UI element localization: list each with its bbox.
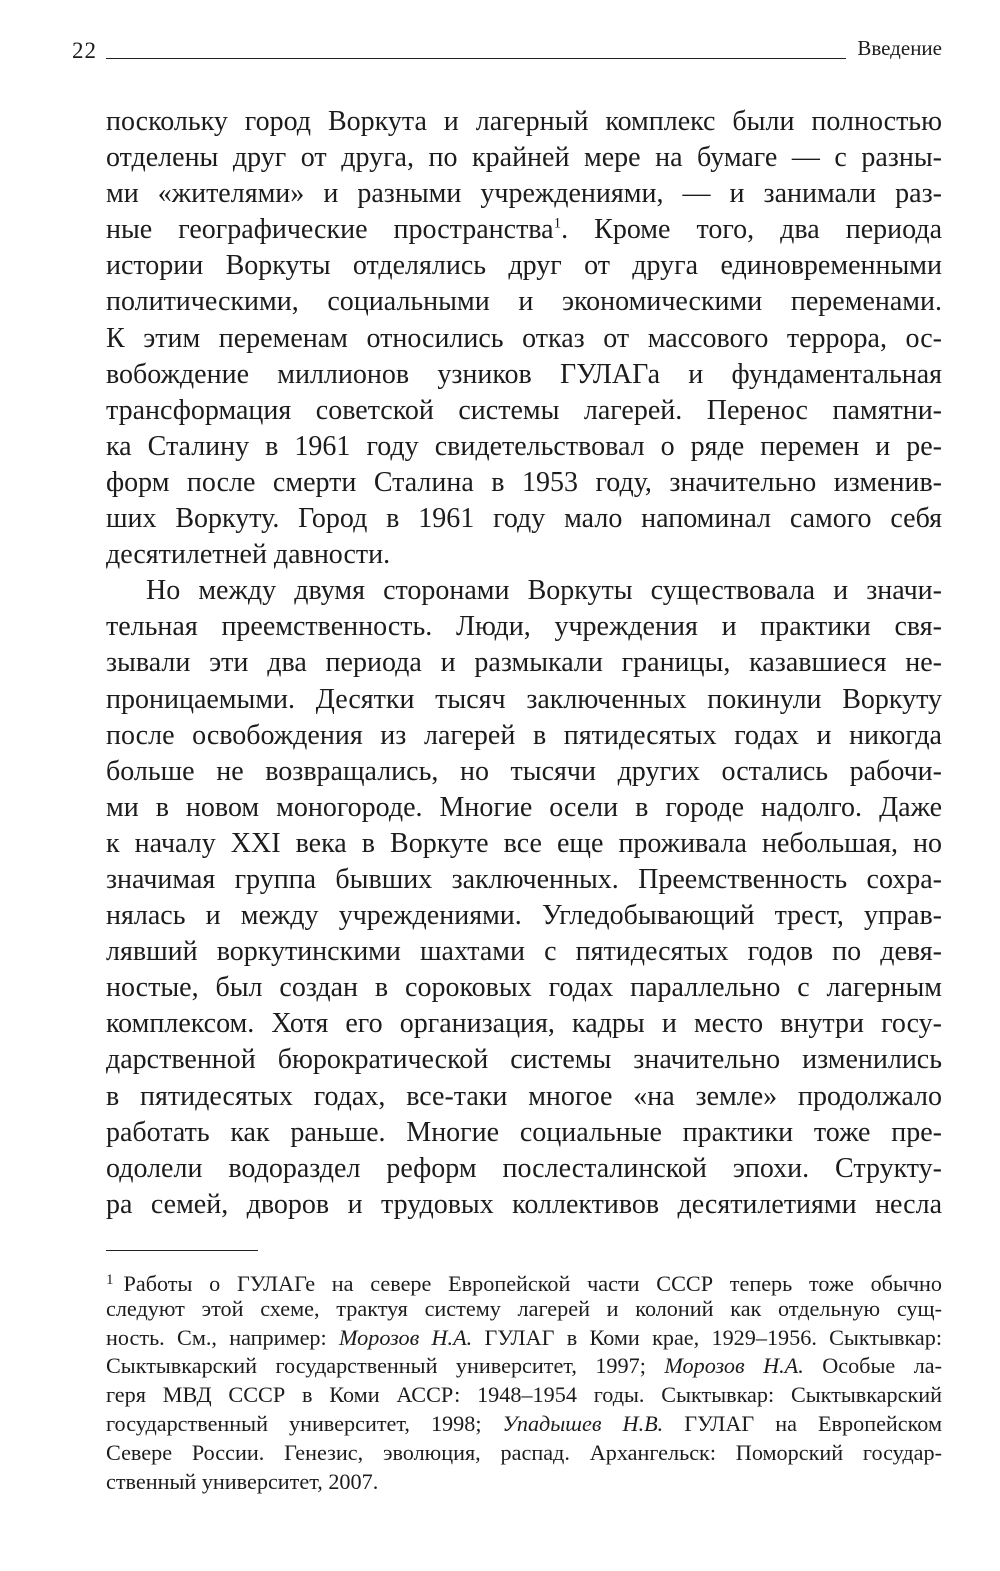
header-rule (106, 58, 846, 59)
text-line: в пятидесятых годах, все-таки многое «на земле» продолжало (106, 1080, 942, 1112)
text-fragment: ГУЛАГ на Европейском (663, 1410, 942, 1436)
text-fragment: Сыктывкарский государственный университет, 1997; (106, 1353, 665, 1379)
text-line (106, 212, 942, 248)
text-line: ка Сталину в 1961 году свидетельствовал о ряде перемен и ре- (106, 430, 942, 462)
text-line: дарственной бюрократической системы значительно изменились (106, 1044, 942, 1076)
text-line: работать как раньше. Многие социальные практики тоже пре- (106, 1116, 942, 1148)
text-line: форм после смерти Сталина в 1953 году, значительно изменив- (106, 466, 942, 498)
text-line: ми «жителями» и разными учреждениями, — и занимали раз- (106, 178, 942, 210)
footnote-line (106, 1266, 942, 1295)
text-line: ра семей, дворов и трудовых коллективов десятилетиями несла (106, 1188, 942, 1220)
footnote-line: Севере России. Генезис, эволюция, распад. Архангельск: Поморский государ- (106, 1439, 942, 1465)
author-name: Морозов Н.А. (664, 1353, 804, 1379)
text-line: больше не возвращались, но тысячи других остались рабочи- (106, 755, 942, 787)
footnote-line: следуют этой схеме, трактуя систему лагерей и колоний как отдельную сущ- (106, 1295, 942, 1321)
text-fragment: ГУЛАГ в Коми крае, 1929–1956. Сыктывкар: (472, 1324, 942, 1350)
section-title: Введение (857, 36, 942, 60)
text-line: тельная преемственность. Люди, учреждения и практики свя- (106, 611, 942, 643)
text-line: комплексом. Хотя его организация, кадры и место внутри госу- (106, 1008, 942, 1040)
text-fragment: ность. См., например: (106, 1324, 339, 1350)
text-line: значимая группа бывших заключенных. Преемственность сохра- (106, 863, 942, 895)
text-line: отделены друг от друга, по крайней мере на бумаге — с разны- (106, 142, 942, 174)
footnote (106, 1266, 942, 1496)
text-line: вобождение миллионов узников ГУЛАГа и фундаментальная (106, 358, 942, 390)
footnote-mark: 1 (106, 1272, 114, 1288)
author-name: Морозов Н.А. (338, 1324, 473, 1350)
text-fragment: . Кроме того, два периода (561, 214, 943, 246)
text-line: истории Воркуты отделялись друг от друга единовременными (106, 250, 942, 282)
footnote-reference[interactable]: 1 (553, 215, 562, 232)
text-line: после освобождения из лагерей в пятидесятых годах и никогда (106, 719, 942, 751)
footnote-line (106, 1352, 942, 1381)
text-line: ностые, был создан в сороковых годах параллельно с лагерным (106, 972, 942, 1004)
text-line: политическими, социальными и экономическими переменами. (106, 286, 942, 318)
text-line: поскольку город Воркута и лагерный комплекс были полностью (106, 106, 942, 137)
text-fragment: Работы о ГУЛАГе на севере Европейской части СССР теперь тоже обычно (123, 1271, 942, 1296)
text-line: Но между двумя сторонами Воркуты существовала и значи- (146, 575, 942, 607)
text-fragment: ные географические пространства (106, 214, 554, 246)
page-number: 22 (72, 38, 97, 63)
text-line: нялась и между учреждениями. Угледобывающий трест, управ- (106, 900, 942, 932)
text-line: лявший воркутинскими шахтами с пятидесятых годов по девя- (106, 936, 942, 968)
text-line: одолели водораздел реформ послесталинской эпохи. Структу- (106, 1152, 942, 1184)
footnote-line (106, 1324, 942, 1353)
footnote-line (106, 1410, 942, 1439)
text-line: трансформация советской системы лагерей. Перенос памятни- (106, 394, 942, 426)
text-line: ших Воркуту. Город в 1961 году мало напоминал самого себя (106, 503, 942, 535)
running-header (72, 36, 942, 64)
footnote-line: геря МВД СССР в Коми АССР: 1948–1954 годы. Сыктывкар: Сыктывкарский (106, 1382, 942, 1408)
text-line: К этим переменам относились отказ от массового террора, ос- (106, 322, 942, 354)
author-name: Упадышев Н.В. (502, 1410, 664, 1436)
main-text (106, 104, 942, 1223)
text-line: к началу XXI века в Воркуте все еще проживала небольшая, но (106, 827, 942, 859)
footnote-line: ственный университет, 2007. (106, 1468, 379, 1494)
text-fragment: государственный университет, 1998; (106, 1410, 503, 1436)
text-line: проницаемыми. Десятки тысяч заключенных покинули Воркуту (106, 683, 942, 715)
text-line: зывали эти два периода и размыкали границы, казавшиеся не- (106, 647, 942, 679)
text-line: десятилетней давности. (106, 539, 391, 571)
text-line: ми в новом моногороде. Многие осели в городе надолго. Даже (106, 791, 942, 823)
text-fragment: Особые ла- (803, 1353, 943, 1379)
footnote-separator (106, 1250, 258, 1251)
